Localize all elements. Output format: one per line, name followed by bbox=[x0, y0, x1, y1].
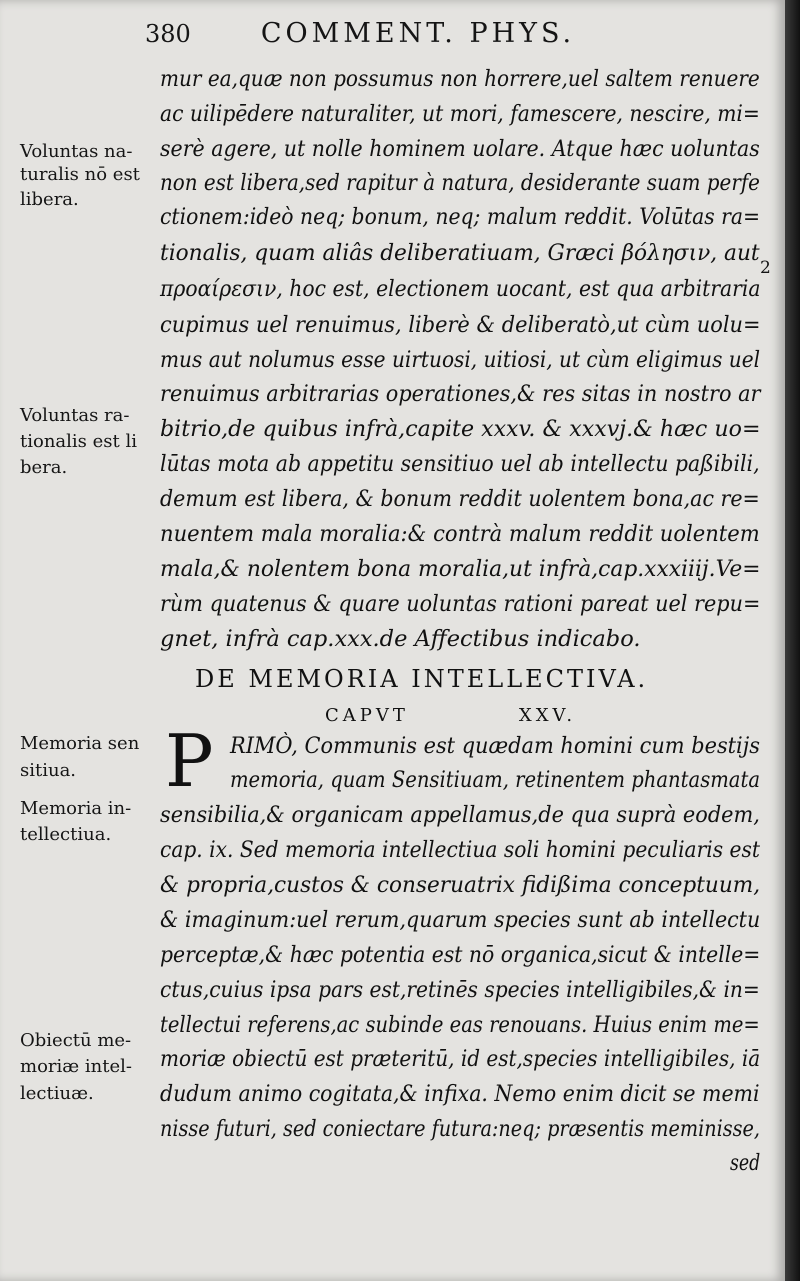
margin-note-line: Memoria sen bbox=[20, 733, 140, 754]
catchword: sed bbox=[730, 1150, 761, 1176]
body-line: renuimus arbitrarias operationes,& res sitas in nostro ar bbox=[160, 381, 761, 407]
margin-note-line: moriæ intel- bbox=[20, 1056, 132, 1077]
body-line: bitrio,de quibus infrà,capite xxxv. & xxxvj.& hæc uo= bbox=[160, 416, 761, 442]
margin-note-line: lectiuæ. bbox=[20, 1083, 94, 1104]
margin-note-line: turalis nō est bbox=[20, 164, 140, 185]
body-line: lūtas mota ab appetitu sensitiuo uel ab intellectu paßibili, bbox=[160, 451, 760, 477]
body-line: gnet, infrà cap.xxx.de Affectibus indicabo. bbox=[160, 626, 641, 652]
body-line: moriæ obiectū est præteritū, id est,species intelligibiles, iā bbox=[160, 1046, 761, 1072]
body-line: nuentem mala moralia:& contrà malum reddit uolentem bbox=[160, 521, 760, 547]
body-line: nisse futuri, sed coniectare futura:neq; præsentis meminisse, bbox=[160, 1116, 761, 1142]
body-line: & propria,custos & conseruatrix fidißima conceptuum, bbox=[160, 872, 761, 898]
running-header bbox=[145, 18, 575, 49]
side-number: 2 bbox=[760, 258, 771, 278]
body-line: cap. ix. Sed memoria intellectiua soli homini peculiaris est bbox=[160, 837, 760, 863]
body-line: ac uilipēdere naturaliter, ut mori, famescere, nescire, mi= bbox=[160, 101, 760, 127]
body-line: non est libera,sed rapitur à natura, desiderante suam perfe bbox=[160, 170, 760, 196]
page-number: 380 bbox=[145, 20, 191, 48]
body-line: RIMÒ, Communis est quædam homini cum bestijs bbox=[230, 733, 760, 759]
body-line: & imaginum:uel rerum,quarum species sunt ab intellectu bbox=[160, 907, 761, 933]
page-edge-shadow bbox=[785, 0, 800, 1281]
margin-note-line: sitiua. bbox=[20, 760, 77, 781]
margin-note-line: Voluntas ra- bbox=[20, 405, 130, 426]
margin-note-line: tellectiua. bbox=[20, 824, 112, 845]
body-line: sensibilia,& organicam appellamus,de qua suprà eodem, bbox=[160, 802, 760, 828]
caput-line bbox=[325, 705, 576, 726]
caput-label: CAPVT bbox=[325, 705, 409, 726]
caput-number: XXV. bbox=[518, 705, 577, 726]
margin-note-line: Voluntas na- bbox=[20, 141, 133, 162]
margin-note-line: Memoria in- bbox=[20, 798, 132, 819]
body-line: mur ea,quæ non possumus non horrere,uel saltem renuere bbox=[160, 66, 760, 92]
body-line: dudum animo cogitata,& infixa. Nemo enim dicit se memi bbox=[160, 1081, 760, 1107]
body-line: memoria, quam Sensitiuam, retinentem phantasmata bbox=[230, 767, 761, 793]
body-line: mus aut nolumus esse uirtuosi, uitiosi, ut cùm eligimus uel bbox=[160, 347, 761, 373]
margin-note-line: tionalis est li bbox=[20, 431, 137, 452]
drop-cap: P bbox=[165, 719, 214, 803]
margin-note-line: bera. bbox=[20, 457, 68, 478]
body-line: προαίρεσιν, hoc est, electionem uocant, est qua arbitraria bbox=[160, 276, 761, 302]
chapter-heading: DE MEMORIA INTELLECTIVA. bbox=[195, 665, 649, 693]
body-line: ctus,cuius ipsa pars est,retinēs species intelligibiles,& in= bbox=[160, 977, 760, 1003]
body-line: demum est libera, & bonum reddit uolentem bona,ac re= bbox=[160, 486, 760, 512]
margin-note-line: libera. bbox=[20, 189, 79, 210]
body-line: perceptæ,& hæc potentia est nō organica,sicut & intelle= bbox=[160, 942, 761, 968]
body-line: cupimus uel renuimus, liberè & deliberatò,ut cùm uolu= bbox=[160, 312, 761, 338]
body-line: ctionem:ideò neq; bonum, neq; malum reddit. Volūtas ra= bbox=[160, 204, 761, 230]
body-line: mala,& nolentem bona moralia,ut infrà,cap.xxxiiij.Ve= bbox=[160, 556, 761, 582]
body-line: rùm quatenus & quare uoluntas rationi pareat uel repu= bbox=[160, 591, 761, 617]
body-line: serè agere, ut nolle hominem uolare. Atque hæc uoluntas bbox=[160, 136, 760, 162]
running-title: COMMENT. PHYS. bbox=[260, 18, 576, 49]
margin-note-line: Obiectū me- bbox=[20, 1030, 132, 1051]
body-line: tionalis, quam aliâs deliberatiuam, Græci βόλησιν, aut bbox=[160, 240, 760, 266]
body-line: tellectui referens,ac subinde eas renouans. Huius enim me= bbox=[160, 1012, 760, 1038]
